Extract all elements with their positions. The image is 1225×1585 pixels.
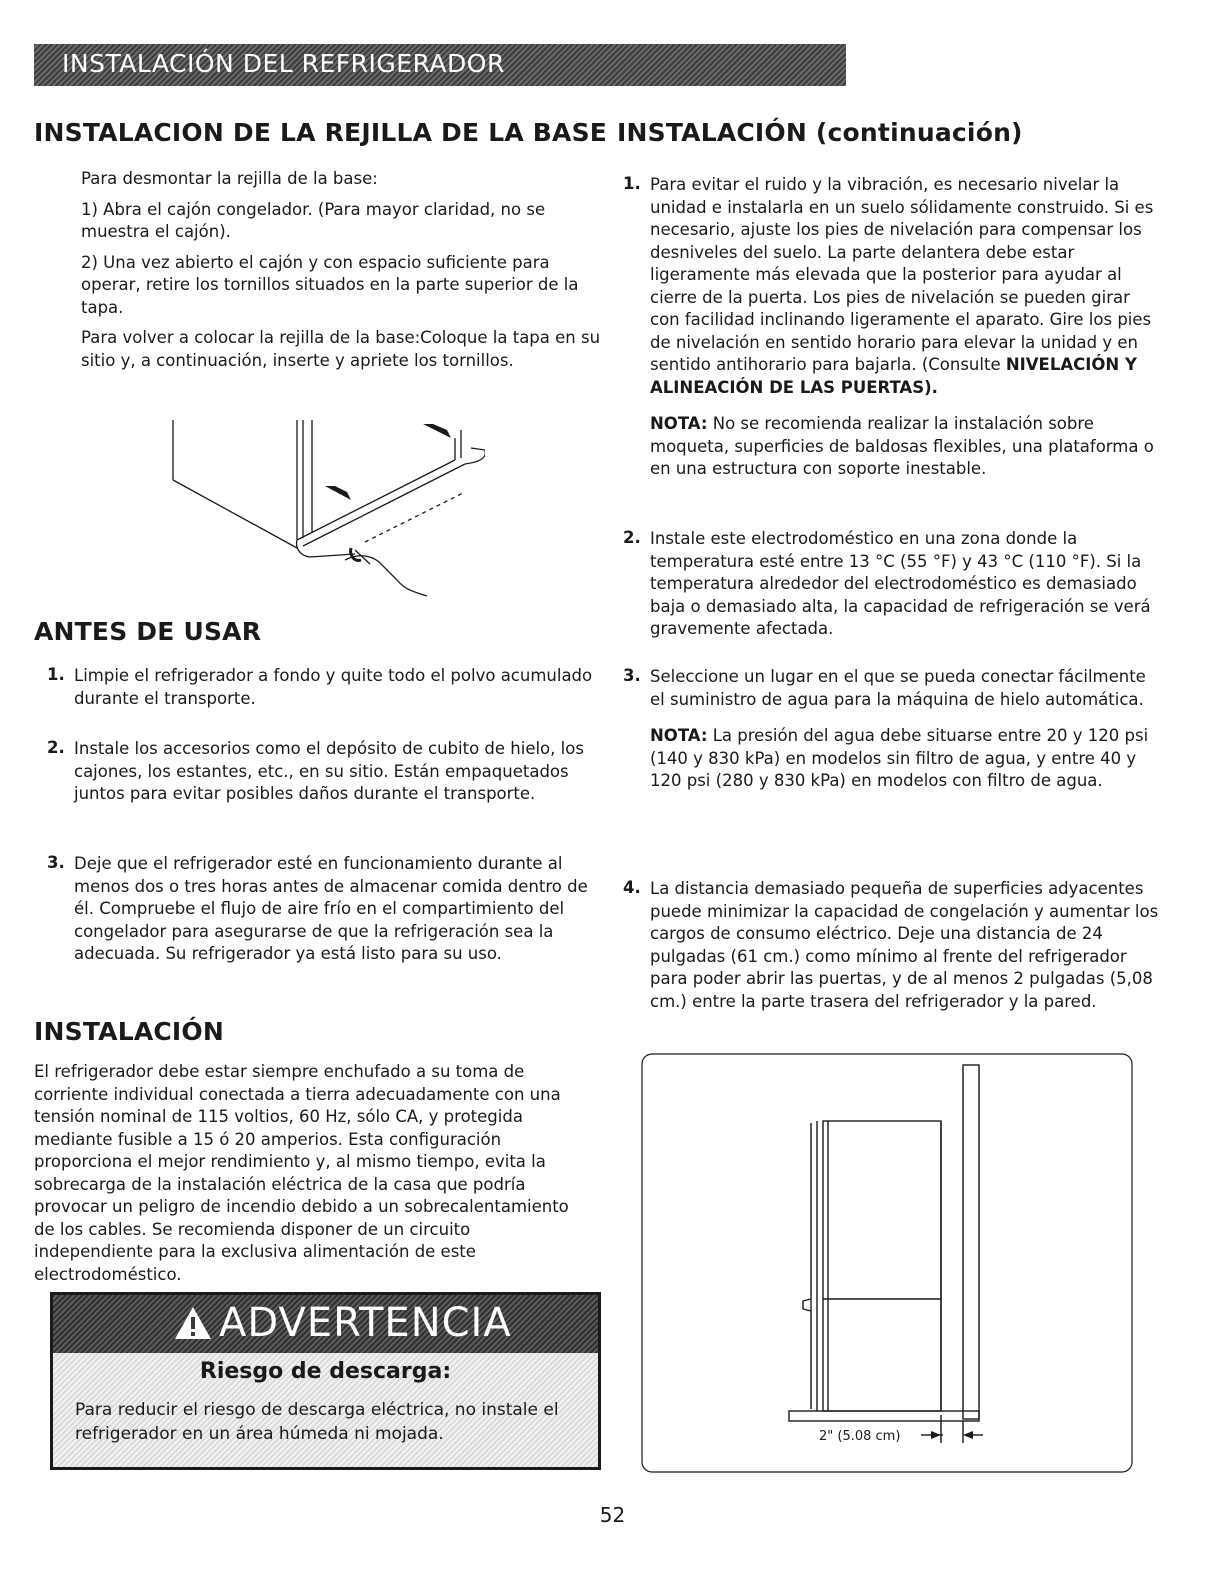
base-grille-illustration <box>165 420 485 600</box>
antes-heading: ANTES DE USAR <box>34 617 262 646</box>
page-number: 52 <box>599 1503 626 1527</box>
warning-triangle-icon <box>173 1305 213 1341</box>
item-text: La distancia demasiado pequeña de superficies adyacentes puede minimizar la capacidad de congelación y aumentar los cargos de consumo eléctrico. Deje una distancia de 24 pulgadas (61 cm.) como mínimo al frente del refrigerador para poder abrir las puertas, y de al menos 2 pulgadas (5,08 cm.) entre la parte trasera del refrigerador y la pared. <box>650 879 1159 1011</box>
item-text: Instale los accesorios como el depósito de cubito de hielo, los cajones, los estantes, etc., en su sitio. Están empaquetados juntos para evitar posibles daños durante el transporte. <box>74 739 584 803</box>
warning-header <box>53 1295 598 1353</box>
item-text: Instale este electrodoméstico en una zona donde la temperatura esté entre 13 °C (55 °F) y 43 °C (110 °F). Si la temperatura alrededor del electrodoméstico es demasiado baja o demasiado alta, la capacidad de refrigeración se verá gravemente afectada. <box>650 529 1151 638</box>
item-text: Limpie el refrigerador a fondo y quite todo el polvo acumulado durante el transporte. <box>74 666 593 708</box>
note-block <box>650 413 1163 481</box>
item-text: Deje que el refrigerador esté en funcionamiento durante al menos dos o tres horas antes de almacenar comida dentro de él. Compruebe el flujo de aire frío en el compartimiento del congelador para asegurarse de que la refrigeración sea la adecuada. Su refrigerador ya está listo para su uso. <box>74 854 588 963</box>
instalacion-text: El refrigerador debe estar siempre enchufado a su toma de corriente individual conectada a tierra adecuadamente con una tensión nominal de 115 voltios, 60 Hz, sólo CA, y protegida mediante fusible a 15 ó 20 amperios. Esta configuración proporciona el mejor rendimiento y, al mismo tiempo, evita la sobrecarga de la instalación eléctrica de la casa que podría provocar un peligro de incendio debido a un sobrecalentamiento de los cables. Se recomienda disponer de un circuito independiente para la exclusiva alimentación de este electrodoméstico. <box>34 1062 569 1284</box>
instalacion-heading: INSTALACIÓN <box>34 1017 224 1046</box>
grille-paragraph: 1) Abra el cajón congelador. (Para mayor claridad, no se muestra el cajón). <box>81 199 546 241</box>
warning-text: Para reducir el riesgo de descarga eléctrica, no instale el refrigerador en un área húmeda ni mojada. <box>75 1400 559 1444</box>
install-item <box>623 666 1163 801</box>
grille-paragraph: 2) Una vez abierto el cajón y con espacio suficiente para operar, retire los tornillos situados en la parte superior de la tapa. <box>81 252 579 317</box>
warning-title: ADVERTENCIA <box>219 1300 512 1346</box>
note-block <box>650 725 1163 793</box>
grille-instructions <box>81 168 601 380</box>
item-number: 2. <box>47 738 65 757</box>
note-text: La presión del agua debe situarse entre 20 y 120 psi (140 y 830 kPa) en modelos sin filtro de agua, y entre 40 y 120 psi (280 y 830 kPa) en modelos con filtro de agua. <box>650 726 1149 790</box>
install-item <box>623 878 1163 1021</box>
item-number: 3. <box>623 666 641 685</box>
item-number: 4. <box>623 878 641 897</box>
clearance-diagram <box>641 1053 1133 1473</box>
banner-title: INSTALACIÓN DEL REFRIGERADOR <box>62 49 505 78</box>
note-label: NOTA: <box>650 726 708 745</box>
antes-item <box>47 738 607 814</box>
item-number: 1. <box>623 174 641 193</box>
note-text: No se recomienda realizar la instalación sobre moqueta, superficies de baldosas flexibles, una plataforma o en una estructura con soporte inestable. <box>650 414 1154 478</box>
item-number: 3. <box>47 853 65 872</box>
item-text-block <box>650 174 1163 399</box>
cross-reference: NIVELACIÓN Y ALINEACIÓN DE LAS PUERTAS). <box>650 355 1137 397</box>
item-text: Para evitar el ruido y la vibración, es necesario nivelar la unidad e instalarla en un suelo sólidamente construido. Si es necesario, ajuste los pies de nivelación para compensar los desniveles del suelo. La parte delantera debe estar ligeramente más elevada que la posterior para ayudar al cierre de la puerta. Los pies de nivelación se pueden girar con facilidad inclinando ligeramente el aparato. Gire los pies de nivelación en sentido horario para elevar la unidad y en sentido antihorario para bajarla. (Consulte <box>650 175 1154 374</box>
antes-item <box>47 665 607 718</box>
continuation-heading: INSTALACIÓN (continuación) <box>617 118 1023 147</box>
section-banner <box>34 44 846 86</box>
item-number: 1. <box>47 665 65 684</box>
warning-subtitle: Riesgo de descarga: <box>199 1359 452 1384</box>
item-number: 2. <box>623 528 641 547</box>
clearance-label: 2" (5.08 cm) <box>819 1429 901 1444</box>
grille-heading: INSTALACION DE LA REJILLA DE LA BASE <box>34 118 608 147</box>
antes-item <box>47 853 607 974</box>
install-item <box>623 528 1163 649</box>
install-item <box>623 174 1163 489</box>
grille-paragraph: Para desmontar la rejilla de la base: <box>81 169 378 188</box>
item-text: Seleccione un lugar en el que se pueda conectar fácilmente el suministro de agua para la máquina de hielo automática. <box>650 667 1146 709</box>
grille-paragraph: Para volver a colocar la rejilla de la base:Coloque la tapa en su sitio y, a continuación, inserte y apriete los tornillos. <box>81 328 601 370</box>
note-label: NOTA: <box>650 414 708 433</box>
warning-box <box>50 1292 601 1470</box>
